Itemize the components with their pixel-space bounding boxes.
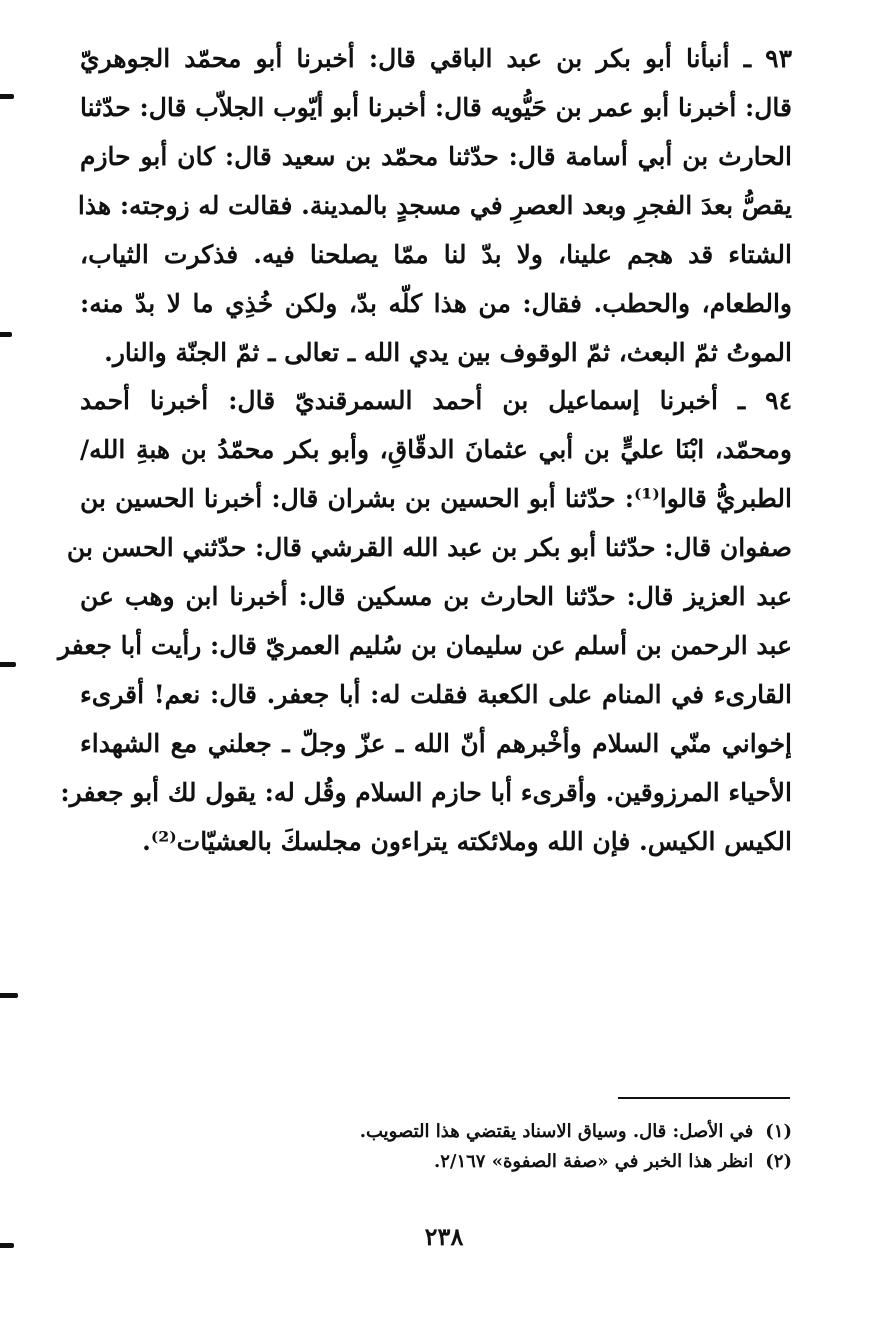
paragraph-text: [77, 34, 792, 377]
footnote-divider: [618, 1097, 790, 1099]
scan-edge-mark: [0, 94, 14, 99]
paragraph-93: [77, 34, 792, 377]
scan-edge-mark: [0, 1243, 14, 1248]
text-line: قال: أخبرنا أبو عمر بن حَيُّويه قال: أخبرنا أبو أيّوب الجلاّب قال: حدّثنا: [80, 93, 792, 122]
text-line: الأحياء المرزوقين. وأقرىء أبا حازم السلام وقُل له: يقول لك أبو جعفر:: [60, 778, 792, 807]
text-line: ٩٤ ـ أخبرنا إسماعيل بن أحمد السمرقنديّ قال: أخبرنا أحمد: [80, 386, 792, 415]
footnote-number: (١): [765, 1121, 792, 1142]
text-line: ٩٣ ـ أنبأنا أبو بكر بن عبد الباقي قال: أخبرنا أبو محمّد الجوهريّ: [80, 44, 792, 73]
text-line: عبد الرحمن بن أسلم عن سليمان بن سُليم العمريّ قال: رأيت أبا جعفر: [57, 631, 792, 660]
text-line: والطعام، والحطب. فقال: من هذا كلّه بدّ، ولكن خُذِي ما لا بدّ منه:: [80, 289, 792, 318]
text-line: الشتاء قد هجم علينا، ولا بدّ لنا ممّا يصلحنا فيه. فذكرت الثياب،: [80, 240, 792, 269]
text-line: الكيس الكيس. فإن الله وملائكته يتراءون مجلسكَ بالعشيّات⁽²⁾.: [142, 827, 792, 856]
footnotes: [300, 1117, 792, 1177]
text-line: القارىء في المنام على الكعبة فقلت له: أبا جعفر. قال: نعم! أقرىء: [80, 680, 792, 709]
scan-edge-mark: [0, 332, 12, 337]
footnote-2: [300, 1147, 792, 1177]
scan-edge-mark: [0, 993, 18, 998]
text-line: إخواني منّي السلام وأخْبرهم أنّ الله ـ عزّ وجلّ ـ جعلني مع الشهداء: [80, 729, 792, 758]
paragraph-94: [57, 376, 792, 866]
footnote-number: (٢): [765, 1151, 792, 1172]
scan-edge-mark: [0, 662, 16, 667]
text-line: الطبريُّ قالوا⁽¹⁾: حدّثنا أبو الحسين بن بشران قال: أخبرنا الحسين بن: [80, 484, 792, 513]
footnote-text: في الأصل: قال. وسياق الاسناد يقتضي هذا التصويب.: [359, 1121, 754, 1142]
text-line: الحارث بن أبي أسامة قال: حدّثنا محمّد بن سعيد قال: كان أبو حازم: [80, 142, 792, 171]
paragraph-text: [57, 376, 792, 866]
text-line: ومحمّد، ابْنَا عليٍّ بن أبي عثمانَ الدقّاقِ، وأبو بكر محمّدُ بن هبةِ الله/: [80, 435, 792, 464]
page-number: ٢٣٨: [424, 1222, 464, 1251]
text-line: يقصُّ بعدَ الفجرِ وبعد العصرِ في مسجدٍ بالمدينة. فقالت له زوجته: هذا: [77, 191, 792, 220]
text-line: صفوان قال: حدّثنا أبو بكر بن عبد الله القرشي قال: حدّثني الحسن بن: [66, 533, 792, 562]
footnote-text: انظر هذا الخبر في «صفة الصفوة» ٢/١٦٧.: [433, 1151, 754, 1172]
footnote-1: [300, 1117, 792, 1147]
text-line: عبد العزيز قال: حدّثنا الحارث بن مسكين قال: أخبرنا ابن وهب عن: [80, 582, 792, 611]
text-line: الموتُ ثمّ البعث، ثمّ الوقوف بين يدي الله ـ تعالى ـ ثمّ الجنّة والنار.: [104, 338, 792, 367]
